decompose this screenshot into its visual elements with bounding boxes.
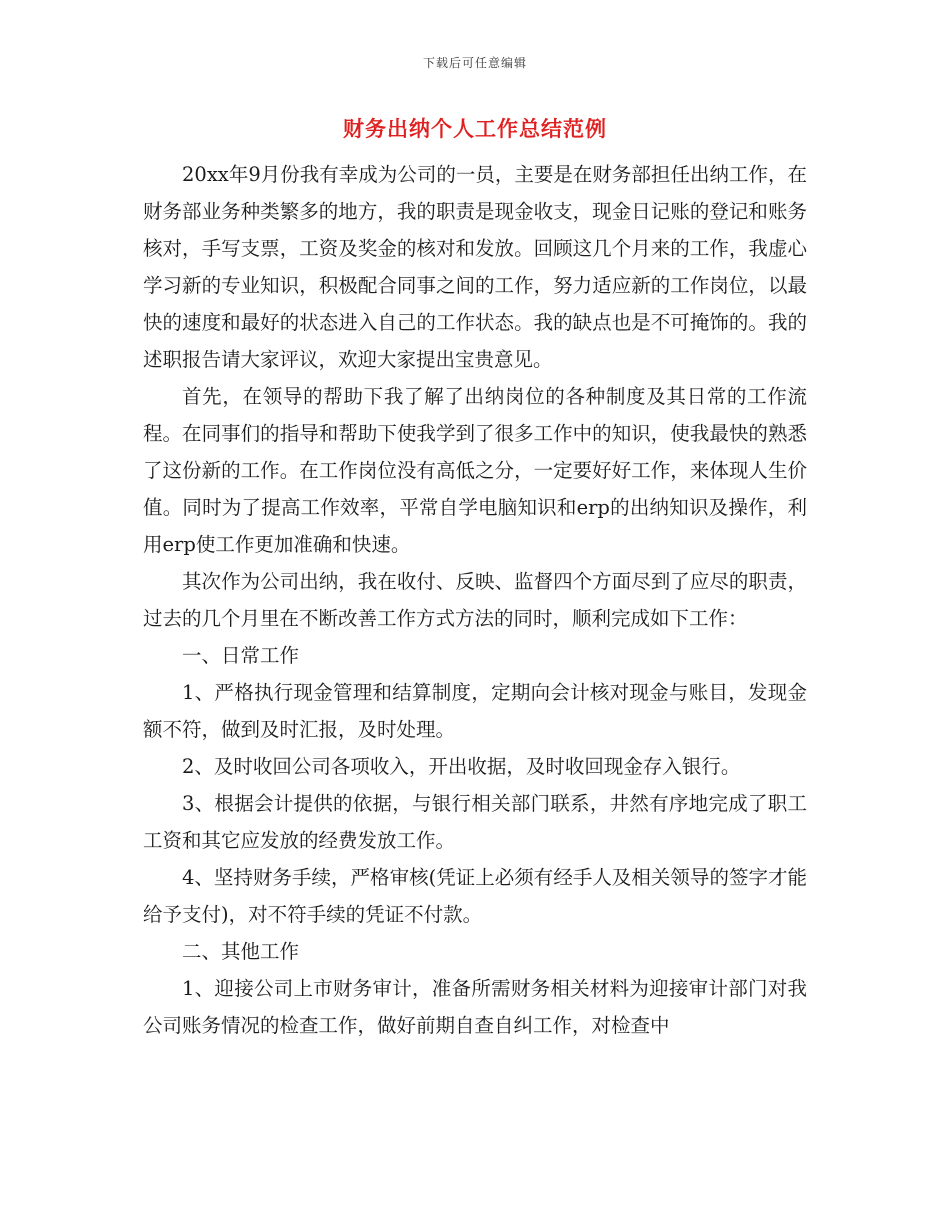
document-body <box>143 156 807 1044</box>
document-title: 财务出纳个人工作总结范例 <box>343 117 607 141</box>
section-heading-daily-work: 一、日常工作 <box>182 644 300 667</box>
list-item: 1、严格执行现金管理和结算制度，定期向会计核对现金与账目，发现金额不符，做到及时汇报，及时处理。 <box>143 681 807 741</box>
paragraph-intro: 20xx年9月份我有幸成为公司的一员，主要是在财务部担任出纳工作，在财务部业务种类繁多的地方，我的职责是现金收支，现金日记账的登记和账务核对，手写支票，工资及奖金的核对和发放。回顾这几个月来的工作，我虚心学习新的专业知识，积极配合同事之间的工作，努力适应新的工作岗位，以最快的速度和最好的状态进入自己的工作状态。我的缺点也是不可掩饰的。我的述职报告请大家评议，欢迎大家提出宝贵意见。 <box>143 163 807 371</box>
list-item: 3、根据会计提供的依据，与银行相关部门联系，井然有序地完成了职工工资和其它应发放的经费发放工作。 <box>143 792 807 852</box>
list-item: 2、及时收回公司各项收入，开出收据，及时收回现金存入银行。 <box>182 755 741 778</box>
section-heading-other-work: 二、其他工作 <box>182 940 300 963</box>
paragraph-first: 首先，在领导的帮助下我了解了出纳岗位的各种制度及其日常的工作流程。在同事们的指导和帮助下使我学到了很多工作中的知识，使我最快的熟悉了这份新的工作。在工作岗位没有高低之分，一定要好好工作，来体现人生价值。同时为了提高工作效率，平常自学电脑知识和erp的出纳知识及操作，利用erp使工作更加准确和快速。 <box>143 385 807 556</box>
list-item: 1、迎接公司上市财务审计，准备所需财务相关材料为迎接审计部门对我公司账务情况的检查工作，做好前期自查自纠工作，对检查中 <box>143 977 807 1037</box>
header-note: 下载后可任意编辑 <box>422 56 527 70</box>
paragraph-second: 其次作为公司出纳，我在收付、反映、监督四个方面尽到了应尽的职责，过去的几个月里在不断改善工作方式方法的同时，顺利完成如下工作： <box>143 570 807 630</box>
list-item: 4、坚持财务手续，严格审核(凭证上必须有经手人及相关领导的签字才能给予支付)，对不符手续的凭证不付款。 <box>143 866 807 926</box>
